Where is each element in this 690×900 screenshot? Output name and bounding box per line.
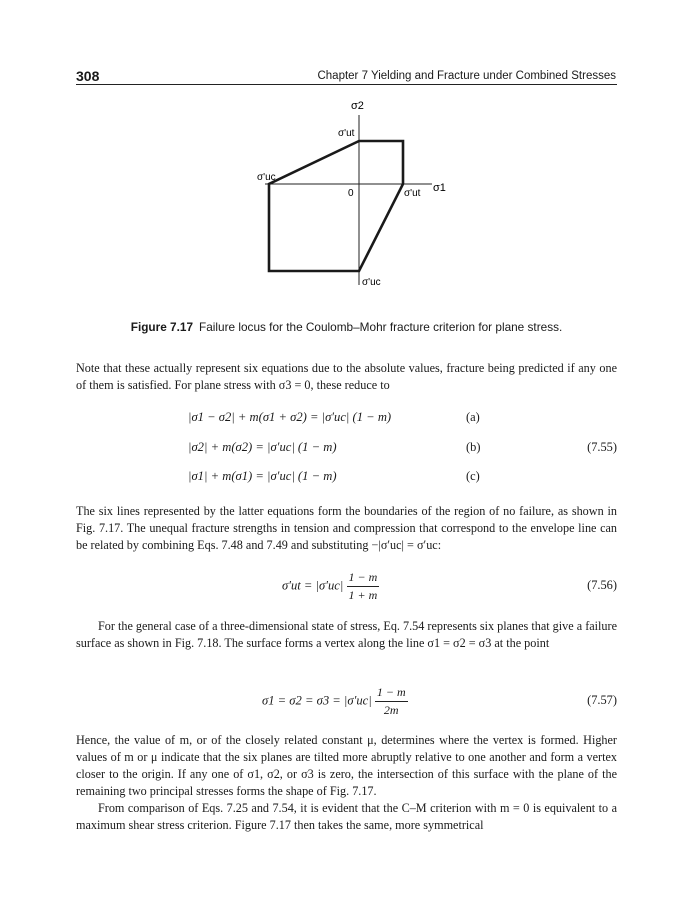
paragraph-4: Hence, the value of m, or of the closely related constant μ, determines where the vertex is formed. Higher values of m or μ indicate that the six planes are tilted more abruptly relative to one another and form a vertex closer to the origin. If any one of σ1, σ2, or σ3 is zero, the intersection of this surface with the plane of the remaining two principal stresses forms the shape of Fig. 7.17. bbox=[76, 733, 617, 798]
equation-7-56-denominator: 1 + m bbox=[348, 588, 378, 602]
sigma1-label: σ1 bbox=[433, 182, 446, 194]
page-header bbox=[76, 68, 616, 84]
equation-7-56-fraction bbox=[347, 570, 380, 603]
paragraph-2: The six lines represented by the latter equations form the boundaries of the region of no failure, as shown in Fig. 7.17. The unequal fracture strengths in tension and compression that correspond to the envelope line can be related by combining Eqs. 7.48 and 7.49 and substituting −|σ′uc| = σ′uc: bbox=[76, 504, 617, 552]
sigma-uc-left-label: σ'uc bbox=[257, 172, 276, 183]
sigma-uc-bottom-label: σ'uc bbox=[362, 277, 381, 288]
equation-7-57-numerator: 1 − m bbox=[375, 685, 408, 702]
equation-7-57-lhs: σ1 = σ2 = σ3 = |σ′uc| bbox=[262, 693, 372, 708]
equation-c-tag: (c) bbox=[466, 469, 480, 483]
equation-7-57-denominator: 2m bbox=[383, 703, 399, 717]
equation-7-57-body bbox=[262, 685, 408, 718]
paragraph-5: From comparison of Eqs. 7.25 and 7.54, it is evident that the C–M criterion with m = 0 is equivalent to a maximum shear stress criterion. Figure 7.17 then takes the same, more symmetrical bbox=[76, 801, 617, 832]
equation-b-body: |σ2| + m(σ2) = |σ′uc| (1 − m) bbox=[188, 440, 337, 454]
equation-c bbox=[0, 469, 690, 489]
page-number: 308 bbox=[76, 68, 100, 84]
sigma-ut-top-label: σ'ut bbox=[338, 128, 355, 139]
equation-b bbox=[0, 440, 690, 460]
equation-a-tag: (a) bbox=[466, 410, 480, 424]
equation-7-56-body bbox=[282, 570, 379, 603]
equation-b-tag: (b) bbox=[466, 440, 481, 454]
sigma2-label: σ2 bbox=[351, 100, 364, 112]
caption-label: Figure 7.17 bbox=[130, 320, 194, 334]
equation-7-57 bbox=[0, 681, 690, 721]
sigma-ut-right-label: σ'ut bbox=[404, 188, 421, 199]
paragraph-3: For the general case of a three-dimensional state of stress, Eq. 7.54 represents six planes that give a failure surface as shown in Fig. 7.18. The surface forms a vertex along the line σ1 = σ2 = σ3 at the point bbox=[76, 619, 617, 650]
figure-caption bbox=[76, 320, 617, 334]
equation-7-56-numerator: 1 − m bbox=[347, 570, 380, 587]
failure-locus-figure bbox=[230, 95, 460, 295]
running-head: Chapter 7 Yielding and Fracture under Combined Stresses bbox=[317, 70, 616, 82]
equation-a bbox=[0, 410, 690, 430]
header-rule bbox=[76, 84, 617, 85]
equation-number-7-57: (7.57) bbox=[587, 693, 617, 707]
equation-c-body: |σ1| + m(σ1) = |σ′uc| (1 − m) bbox=[188, 469, 337, 483]
equation-number-7-55: (7.55) bbox=[587, 440, 617, 454]
paragraph-1: Note that these actually represent six equations due to the absolute values, fracture being predicted if any one of them is satisfied. For plane stress with σ3 = 0, these reduce to bbox=[76, 361, 617, 392]
equation-7-57-fraction bbox=[375, 685, 408, 718]
equation-7-56-lhs: σ′ut = |σ′uc| bbox=[282, 578, 344, 593]
equation-7-56 bbox=[0, 566, 690, 606]
equation-number-7-56: (7.56) bbox=[587, 578, 617, 592]
caption-text: Failure locus for the Coulomb–Mohr fracture criterion for plane stress. bbox=[199, 320, 563, 334]
failure-locus-outline bbox=[269, 141, 403, 271]
equation-a-body: |σ1 − σ2| + m(σ1 + σ2) = |σ′uc| (1 − m) bbox=[188, 410, 392, 424]
origin-label: 0 bbox=[348, 188, 354, 199]
